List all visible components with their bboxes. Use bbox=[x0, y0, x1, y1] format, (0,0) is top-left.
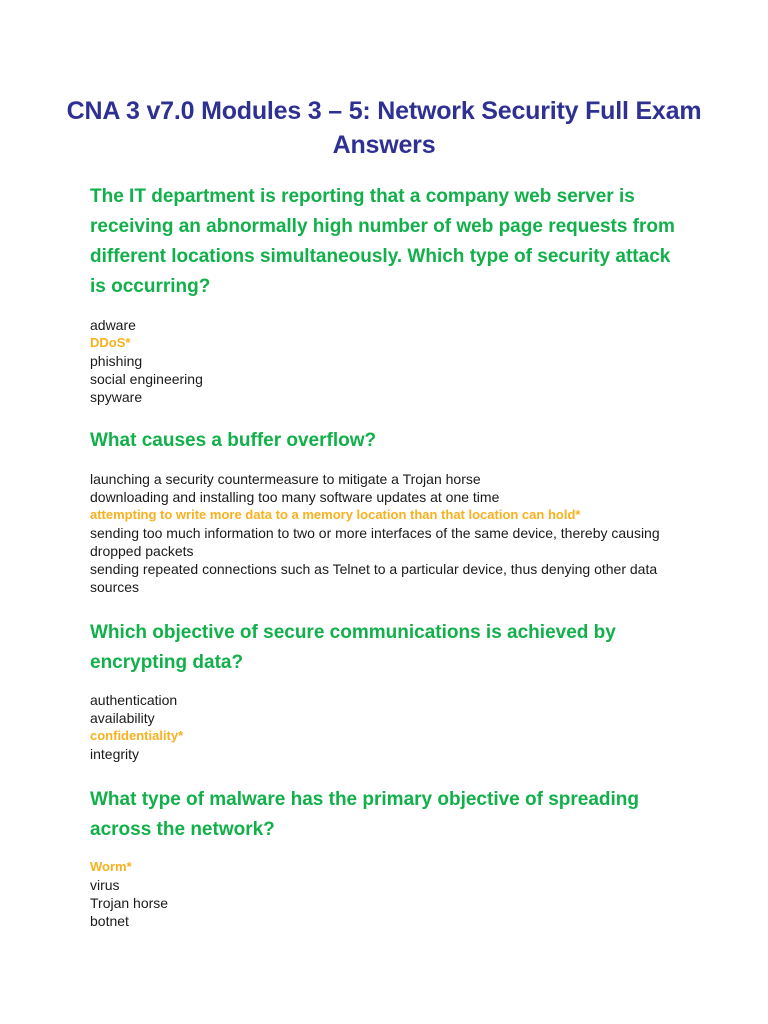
answer-option: availability bbox=[90, 710, 155, 726]
question-3: Which objective of secure communications is achieved by encrypting data? bbox=[90, 622, 616, 673]
correct-answer-option: DDoS* bbox=[90, 335, 131, 350]
answer-list-4 bbox=[90, 858, 690, 930]
answer-option: sending repeated connections such as Telnet to a particular device, thus denying other data sources bbox=[90, 561, 658, 595]
answer-option: authentication bbox=[90, 692, 178, 708]
question-4: What type of malware has the primary objective of spreading across the network? bbox=[90, 789, 640, 840]
answer-option: spyware bbox=[90, 389, 143, 405]
correct-answer-option: Worm* bbox=[90, 859, 132, 874]
answer-option: downloading and installing too many software updates at one time bbox=[90, 489, 500, 505]
correct-answer-option: confidentiality* bbox=[90, 728, 184, 743]
answer-option: social engineering bbox=[90, 371, 203, 387]
answer-option: phishing bbox=[90, 353, 143, 369]
question-1: The IT department is reporting that a company web server is receiving an abnormally high number of web page requests from different locations simultaneously. Which type of security attack is occurring? bbox=[90, 186, 675, 297]
page-title: CNA 3 v7.0 Modules 3 – 5: Network Security Full Exam Answers bbox=[66, 97, 702, 159]
answer-list-1 bbox=[90, 316, 690, 406]
answer-list-2 bbox=[90, 470, 690, 596]
answer-option: sending too much information to two or more interfaces of the same device, thereby causing dropped packets bbox=[90, 525, 660, 559]
answer-list-3 bbox=[90, 691, 690, 763]
answer-option: Trojan horse bbox=[90, 895, 169, 911]
answer-option: launching a security countermeasure to mitigate a Trojan horse bbox=[90, 471, 481, 487]
question-2: What causes a buffer overflow? bbox=[90, 430, 377, 451]
answer-option: integrity bbox=[90, 746, 140, 762]
correct-answer-option: attempting to write more data to a memory location than that location can hold* bbox=[90, 507, 581, 522]
answer-option: adware bbox=[90, 317, 136, 333]
answer-option: botnet bbox=[90, 913, 129, 929]
answer-option: virus bbox=[90, 877, 120, 893]
